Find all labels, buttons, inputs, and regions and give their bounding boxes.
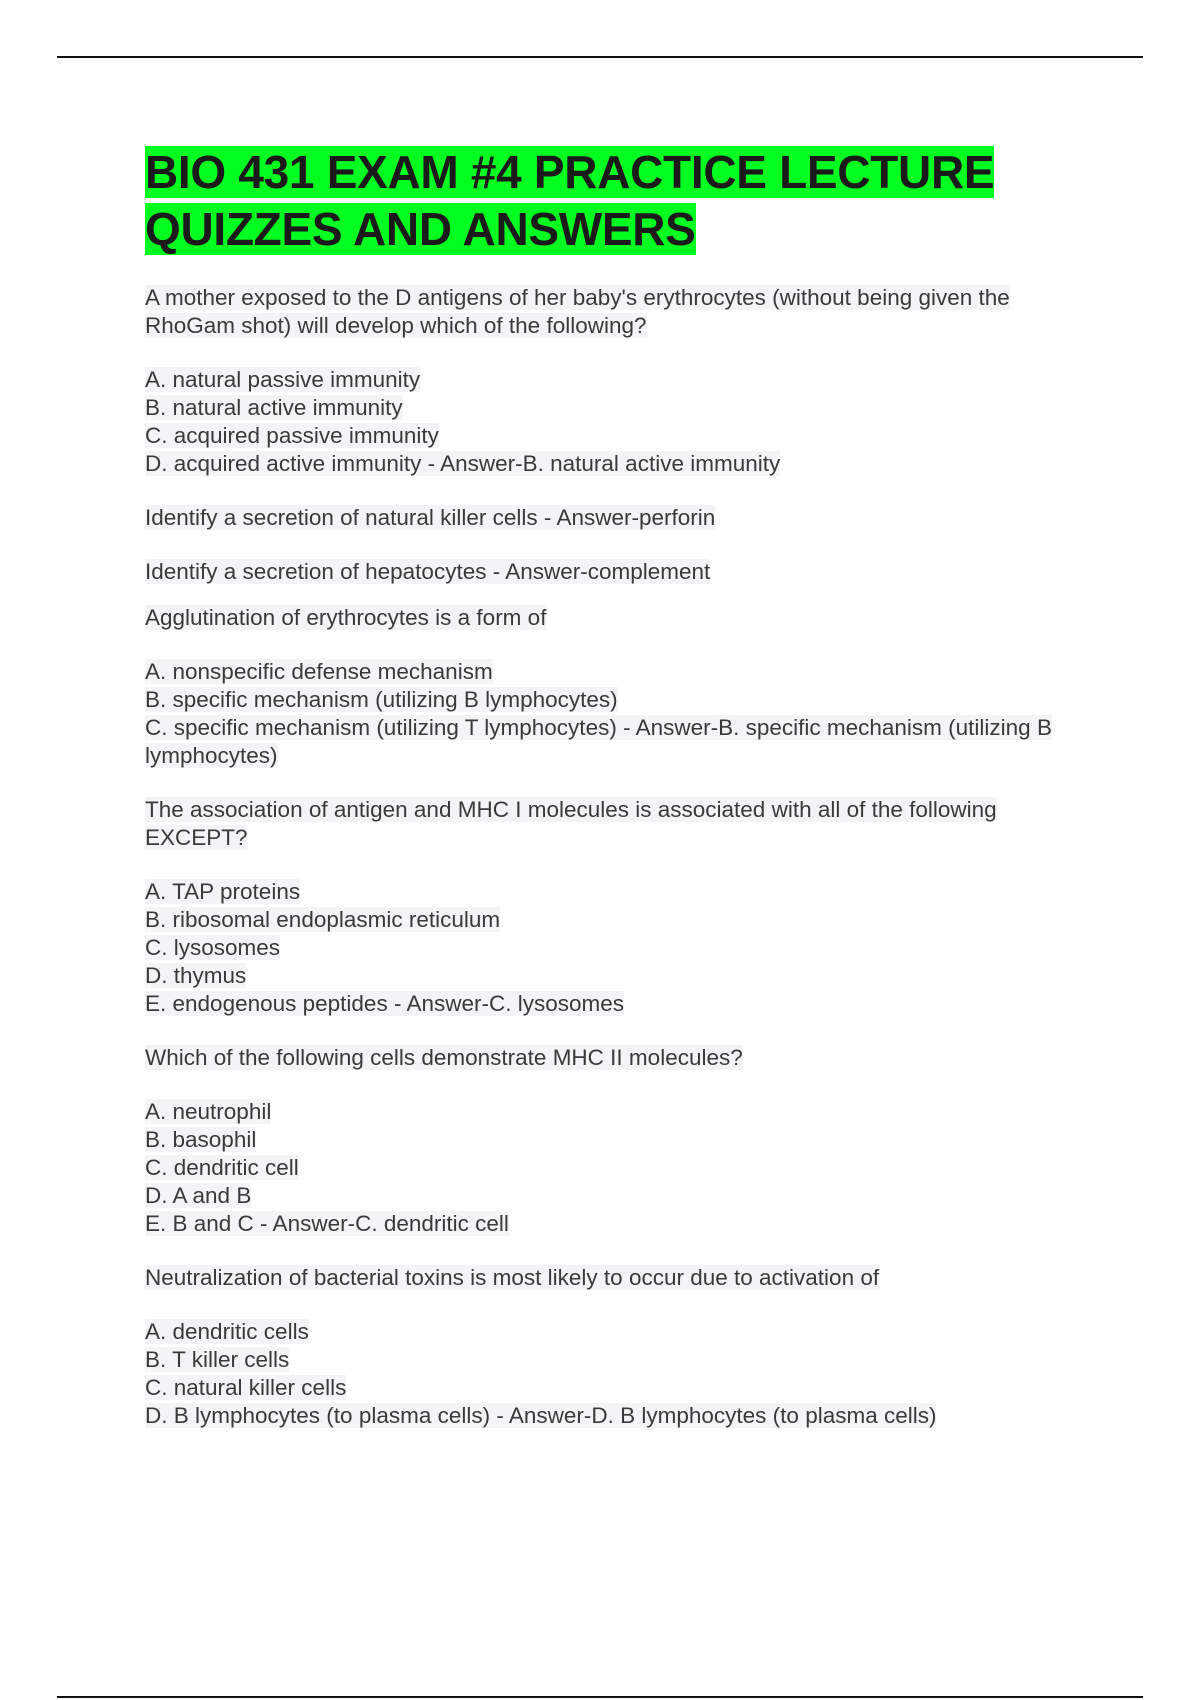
title-highlight: BIO 431 EXAM #4 PRACTICE LECTURE QUIZZES AND ANSWERS <box>145 146 995 255</box>
option-list <box>145 1098 1085 1238</box>
option: D. A and B <box>145 1183 252 1208</box>
option: C. lysosomes <box>145 935 281 960</box>
question-prompt: Neutralization of bacterial toxins is most likely to occur due to activation of <box>145 1265 880 1290</box>
question-block <box>145 504 1085 532</box>
option-list <box>145 878 1085 1018</box>
option: C. dendritic cell <box>145 1155 299 1180</box>
document-title <box>145 144 1085 258</box>
option-with-answer: D. acquired active immunity - Answer-B. natural active immunity <box>145 451 781 476</box>
question-block <box>145 1044 1085 1072</box>
option: A. natural passive immunity <box>145 367 421 392</box>
question-block <box>145 1264 1085 1292</box>
option: B. ribosomal endoplasmic reticulum <box>145 907 501 932</box>
option-with-answer: E. B and C - Answer-C. dendritic cell <box>145 1211 509 1236</box>
option: B. basophil <box>145 1127 257 1152</box>
option: A. dendritic cells <box>145 1319 309 1344</box>
document-body <box>145 144 1085 1430</box>
question-prompt: Identify a secretion of natural killer cells - Answer-perforin <box>145 505 716 530</box>
option: B. T killer cells <box>145 1347 290 1372</box>
option-list <box>145 366 1085 478</box>
option: A. neutrophil <box>145 1099 272 1124</box>
question-block <box>145 284 1085 340</box>
option: B. specific mechanism (utilizing B lymphocytes) <box>145 687 618 712</box>
option: B. natural active immunity <box>145 395 403 420</box>
question-prompt: Agglutination of erythrocytes is a form of <box>145 605 547 630</box>
option-with-answer: E. endogenous peptides - Answer-C. lysosomes <box>145 991 625 1016</box>
option: A. nonspecific defense mechanism <box>145 659 493 684</box>
question-prompt: The association of antigen and MHC I molecules is associated with all of the following EXCEPT? <box>145 797 997 850</box>
option: A. TAP proteins <box>145 879 301 904</box>
option-with-answer: D. B lymphocytes (to plasma cells) - Answer-D. B lymphocytes (to plasma cells) <box>145 1403 937 1428</box>
question-block <box>145 604 1085 632</box>
header-rule <box>57 56 1143 58</box>
option: C. natural killer cells <box>145 1375 347 1400</box>
question-prompt: Identify a secretion of hepatocytes - Answer-complement <box>145 559 711 584</box>
question-block <box>145 796 1085 852</box>
option-with-answer: C. specific mechanism (utilizing T lymphocytes) - Answer-B. specific mechanism (utilizing B lymphocytes) <box>145 715 1052 768</box>
question-block <box>145 558 1085 586</box>
footer-rule <box>57 1696 1143 1698</box>
question-prompt: Which of the following cells demonstrate MHC II molecules? <box>145 1045 743 1070</box>
option-list <box>145 658 1085 770</box>
question-prompt: A mother exposed to the D antigens of her baby's erythrocytes (without being given the RhoGam shot) will develop which of the following? <box>145 285 1010 338</box>
option-list <box>145 1318 1085 1430</box>
option: D. thymus <box>145 963 247 988</box>
option: C. acquired passive immunity <box>145 423 439 448</box>
